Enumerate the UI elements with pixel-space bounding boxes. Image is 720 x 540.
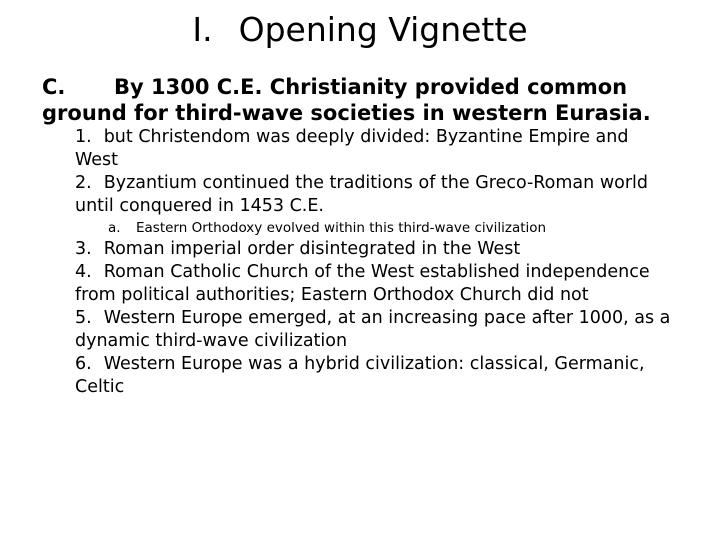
sub-item [108, 219, 688, 237]
list-item [75, 172, 675, 218]
title-number: I. [192, 10, 213, 49]
list-item [75, 261, 675, 307]
numbered-list-bottom [75, 238, 675, 399]
sub-item-text: Eastern Orthodoxy evolved within this third-wave civilization [136, 220, 547, 236]
sub-item-letter: a. [108, 220, 121, 236]
item-number: 2. [75, 173, 92, 193]
list-item [75, 238, 675, 261]
item-number: 5. [75, 308, 92, 328]
item-number: 6. [75, 354, 92, 374]
heading-letter: C. [42, 75, 66, 99]
item-text: Roman Catholic Church of the West established independence from political authorities; Eastern Orthodox Church did not [75, 262, 650, 305]
item-number: 1. [75, 127, 92, 147]
slide-title [0, 8, 720, 52]
item-text: Roman imperial order disintegrated in the West [103, 239, 521, 259]
item-text: Byzantium continued the traditions of the Greco-Roman world until conquered in 1453 C.E. [75, 173, 648, 216]
list-item [75, 353, 675, 399]
section-heading [42, 74, 682, 126]
item-text: Western Europe emerged, at an increasing pace after 1000, as a dynamic third-wave civilization [75, 308, 671, 351]
heading-text: By 1300 C.E. Christianity provided common ground for third-wave societies in western Eurasia. [42, 75, 651, 125]
item-number: 4. [75, 262, 92, 282]
item-text: Western Europe was a hybrid civilization: classical, Germanic, Celtic [75, 354, 645, 397]
item-number: 3. [75, 239, 92, 259]
list-item [75, 307, 675, 353]
title-text: Opening Vignette [238, 10, 528, 49]
list-item [75, 126, 675, 172]
item-text: but Christendom was deeply divided: Byzantine Empire and West [75, 127, 629, 170]
numbered-list-top [75, 126, 675, 218]
